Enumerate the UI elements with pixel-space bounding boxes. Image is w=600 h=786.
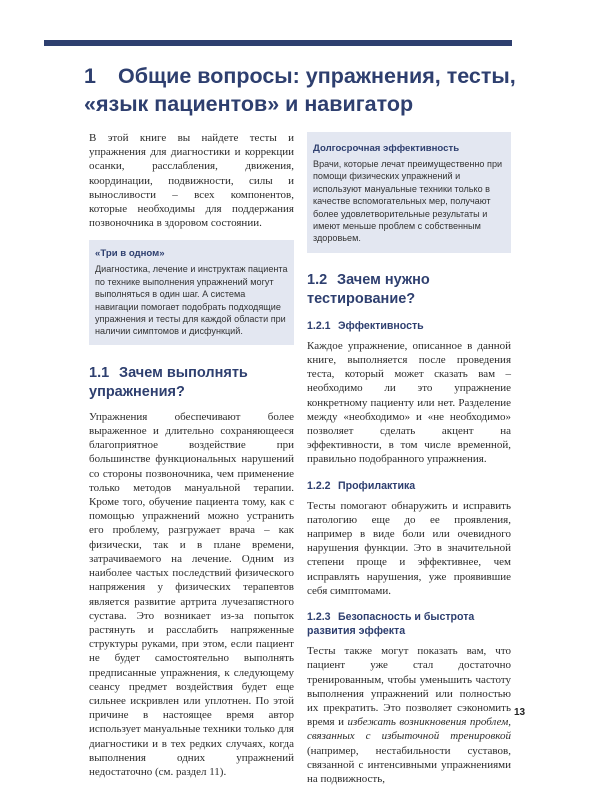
- chapter-number: 1: [84, 64, 96, 88]
- section-1-2-3-paragraph: [307, 644, 511, 786]
- left-column: [89, 131, 294, 779]
- section-1-2-3-title: Безопасность и быстрота развития эффекта: [307, 611, 475, 638]
- section-1-2-2-title: Профилактика: [338, 479, 416, 492]
- section-1-2-1-number: 1.2.1: [307, 319, 331, 332]
- section-1-2-heading: [307, 271, 511, 309]
- section-1-2-2-heading: [307, 479, 511, 493]
- section-1-1-paragraph: Упражнения обеспечивают более выраженное и длительно сохраняющееся благоприятное воздействие при большинстве функциональных нарушений со стороны позвоночника, чем применение только методов мануальной терапии. Кроме того, обучение пациента тому, как с помощью упражнений можно устранить его проблему, разгружает врача – как физически, так и в плане времени, затрачиваемого на лечение. Одним из наиболее частых последствий физического напряжения у физических терапевтов является развитие артрита лучезапястного сустава. Это возникает из-за попыток растянуть и расслабить напряженные структуры руками, при этом, если пациент не будет самостоятельно выполнять предписанные упражнения, к следующему сеансу предмет воздействия будет еще сильнее искривлен или уплотнен. По этой причине в настоящее время автор использует мануальные техники только для диагностики и в тех редких случаях, когда выполнения одних упражнений недостаточно (см. раздел 11).: [89, 410, 294, 778]
- intro-paragraph: В этой книге вы найдете тесты и упражнения для диагностики и коррекции осанки, расслабления, движения, координации, подвижности, силы и выносливости – всех компонентов, которые необходимы для поддержания позвоночника в здоровом состоянии.: [89, 132, 294, 230]
- section-1-2-1-heading: [307, 319, 511, 333]
- long-term-text: Врачи, которые лечат преимущественно при помощи физических упражнений и используют мануальные техники только в качестве вспомогательных мер, получают более удовлетворительные результаты и имеют меньше проблем с собственным здоровьем.: [313, 159, 503, 244]
- section-1-2-title: Зачем нужно тестирование?: [307, 271, 430, 307]
- section-1-2-3-text-b: (например, нестабильности суставов, связанной с интенсивными упражнениями на подвижность,: [307, 744, 511, 785]
- long-term-box: [307, 132, 511, 253]
- section-1-2-1-paragraph: Каждое упражнение, описанное в данной книге, выполняется после проведения теста, который может сказать вам – необходимо ли это упражнение конкретному пациенту или нет. Разделение между «необходимо» и «не необходимо» позволяет сделать акцент на эффективности, в том числе временной, правильно подобранного упражнения.: [307, 339, 511, 466]
- three-in-one-title: «Три в одном»: [95, 248, 165, 260]
- chapter-title: [84, 62, 554, 118]
- section-1-2-number: 1.2: [307, 271, 328, 288]
- section-1-2-3-heading: [307, 610, 511, 638]
- section-1-2-3-number: 1.2.3: [307, 611, 331, 624]
- section-1-2-1-title: Эффективность: [338, 319, 424, 332]
- section-1-1-number: 1.1: [89, 364, 110, 381]
- section-1-2-2-number: 1.2.2: [307, 479, 331, 492]
- chapter-title-line1: Общие вопросы: упражнения, тесты,: [118, 64, 516, 88]
- three-in-one-box: [89, 240, 294, 344]
- page-number: 13: [514, 707, 526, 718]
- section-1-1-heading: [89, 364, 294, 402]
- section-1-2-3-text-italic: избежать возникновения проблем, связанных с избыточной тренировкой: [307, 716, 511, 743]
- chapter-title-line2: «язык пациентов» и навигатор: [84, 92, 414, 116]
- section-1-1-title: Зачем выполнять упражнения?: [89, 364, 248, 400]
- header-rule: [44, 40, 512, 46]
- section-1-2-2-paragraph: Тесты помогают обнаружить и исправить патологию еще до ее проявления, например в виде боли или очевидного нарушения функции. Это в значительной степени проще и эффективнее, чем исправлять нарушения, уже проявившие себя симптомами.: [307, 499, 511, 597]
- three-in-one-text: Диагностика, лечение и инструктаж пациента по технике выполнения упражнений могут выполняться в один шаг. А система навигации помогает подобрать подходящие упражнения и тесты для каждой области при наличии симптомов и дисфункций.: [95, 264, 288, 337]
- long-term-title: Долгосрочная эффективность: [313, 143, 460, 154]
- section-1-2-3-text-a: Тесты также могут показать вам, что пациент уже стал достаточно тренированным, чтобы уменьшить частоту выполнения упражнений или полностью их прекратить. Это позволяет сэкономить время и: [307, 645, 511, 729]
- right-column: [307, 138, 511, 786]
